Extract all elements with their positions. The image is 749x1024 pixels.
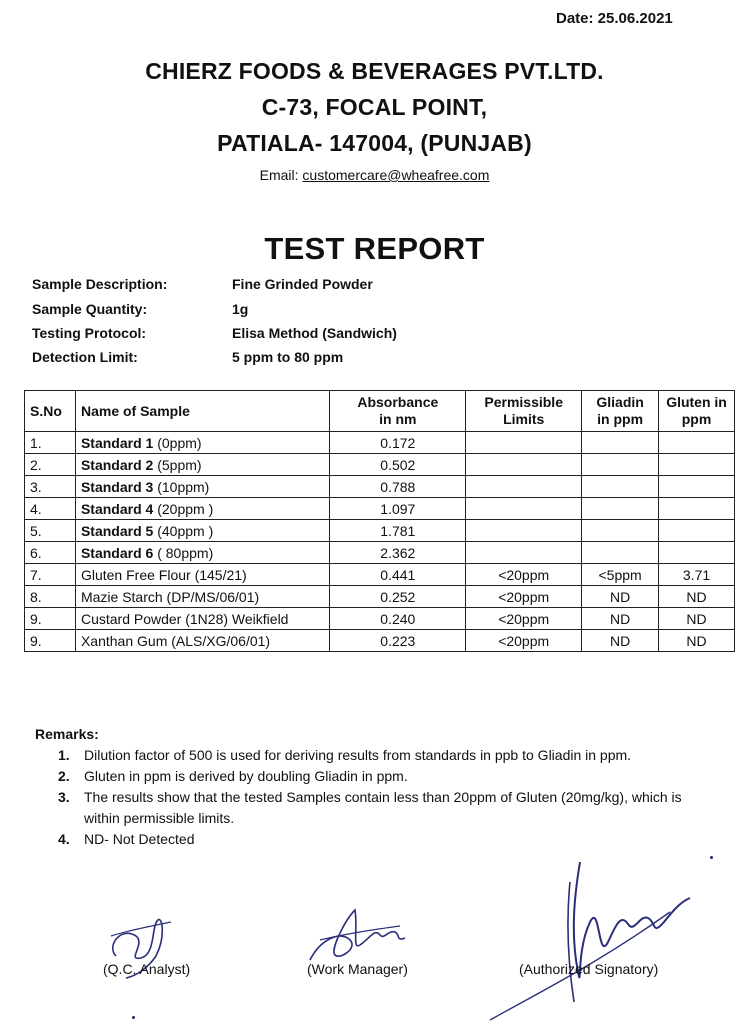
cell-permissible bbox=[466, 476, 582, 498]
cell-name bbox=[75, 432, 329, 454]
header-permissible bbox=[466, 391, 582, 432]
header-gluten-line1: Gluten in bbox=[666, 394, 727, 410]
table-row bbox=[25, 498, 735, 520]
sample-description-value: Fine Grinded Powder bbox=[232, 276, 373, 292]
cell-absorbance: 0.441 bbox=[330, 564, 466, 586]
table-row bbox=[25, 608, 735, 630]
cell-sno: 3. bbox=[25, 476, 76, 498]
remark-item bbox=[58, 745, 718, 766]
header-permissible-line2: Limits bbox=[503, 411, 545, 427]
remark-item bbox=[58, 766, 718, 787]
cell-absorbance: 0.788 bbox=[330, 476, 466, 498]
cell-sno: 7. bbox=[25, 564, 76, 586]
table-row bbox=[25, 454, 735, 476]
table-row bbox=[25, 564, 735, 586]
report-date: Date: 25.06.2021 bbox=[556, 10, 673, 27]
cell-gliadin: ND bbox=[582, 586, 659, 608]
table-row bbox=[25, 476, 735, 498]
header-sno: S.No bbox=[25, 391, 76, 432]
header-absorbance-line2: in nm bbox=[379, 411, 417, 427]
remark-number: 2. bbox=[58, 768, 70, 784]
detection-limit-label: Detection Limit: bbox=[32, 349, 138, 365]
sample-detail: (20ppm ) bbox=[153, 500, 214, 517]
cell-permissible bbox=[466, 542, 582, 564]
header-gliadin-line2: in ppm bbox=[597, 411, 644, 427]
header-gliadin-line1: Gliadin bbox=[596, 394, 644, 410]
header-permissible-line1: Permissible bbox=[484, 394, 563, 410]
authorized-signatory-signature bbox=[480, 852, 710, 1022]
report-title: TEST REPORT bbox=[264, 231, 485, 266]
cell-absorbance: 0.172 bbox=[330, 432, 466, 454]
cell-permissible bbox=[466, 432, 582, 454]
cell-name bbox=[75, 520, 329, 542]
cell-sno: 4. bbox=[25, 498, 76, 520]
cell-permissible bbox=[466, 498, 582, 520]
table-row bbox=[25, 586, 735, 608]
sample-name: Xanthan Gum (ALS/XG/06/01) bbox=[80, 632, 271, 649]
cell-permissible bbox=[466, 520, 582, 542]
cell-gluten bbox=[659, 476, 735, 498]
email-label: Email: bbox=[259, 167, 299, 183]
header-gluten bbox=[659, 391, 735, 432]
remarks-list bbox=[58, 745, 718, 850]
sample-name: Standard 2 bbox=[80, 456, 154, 473]
cell-name bbox=[75, 608, 329, 630]
sample-detail: (40ppm ) bbox=[153, 522, 214, 539]
results-table bbox=[24, 390, 735, 652]
company-name: CHIERZ FOODS & BEVERAGES PVT.LTD. bbox=[145, 58, 604, 84]
header-absorbance-line1: Absorbance bbox=[357, 394, 439, 410]
sample-quantity-label: Sample Quantity: bbox=[32, 301, 148, 317]
cell-permissible bbox=[466, 454, 582, 476]
sample-name: Custard Powder (1N28) Weikfield bbox=[80, 610, 289, 627]
remark-item bbox=[58, 787, 718, 829]
cell-gliadin bbox=[582, 498, 659, 520]
header-absorbance bbox=[330, 391, 466, 432]
remark-item bbox=[58, 829, 718, 850]
remark-number: 3. bbox=[58, 789, 70, 805]
cell-gliadin: ND bbox=[582, 608, 659, 630]
cell-gluten: ND bbox=[659, 586, 735, 608]
table-row bbox=[25, 630, 735, 652]
sample-detail: (10ppm) bbox=[153, 478, 210, 495]
cell-sno: 9. bbox=[25, 608, 76, 630]
cell-gluten: ND bbox=[659, 608, 735, 630]
remark-text: Gluten in ppm is derived by doubling Gliadin in ppm. bbox=[84, 768, 408, 784]
ink-dot bbox=[710, 856, 713, 859]
cell-sno: 8. bbox=[25, 586, 76, 608]
sample-quantity-value: 1g bbox=[232, 301, 249, 317]
cell-name bbox=[75, 630, 329, 652]
remark-text: The results show that the tested Samples contain less than 20ppm of Gluten (20mg/kg), which is within permissible limits. bbox=[84, 789, 682, 826]
cell-name bbox=[75, 586, 329, 608]
header-gluten-line2: ppm bbox=[681, 411, 712, 427]
cell-gliadin bbox=[582, 476, 659, 498]
sample-name: Standard 3 bbox=[80, 478, 154, 495]
cell-gluten bbox=[659, 498, 735, 520]
cell-gluten bbox=[659, 454, 735, 476]
cell-name bbox=[75, 564, 329, 586]
cell-gliadin: ND bbox=[582, 630, 659, 652]
cell-absorbance: 0.252 bbox=[330, 586, 466, 608]
header-gliadin bbox=[582, 391, 659, 432]
company-address-line1: C-73, FOCAL POINT, bbox=[261, 94, 488, 120]
cell-name bbox=[75, 454, 329, 476]
cell-permissible: <20ppm bbox=[466, 608, 582, 630]
cell-absorbance: 1.781 bbox=[330, 520, 466, 542]
qc-analyst-caption: (Q.C. Analyst) bbox=[103, 961, 191, 977]
testing-protocol-label: Testing Protocol: bbox=[32, 325, 147, 341]
sample-description-label: Sample Description: bbox=[32, 276, 168, 292]
table-row bbox=[25, 542, 735, 564]
sample-name: Standard 6 bbox=[80, 544, 154, 561]
cell-gliadin: <5ppm bbox=[582, 564, 659, 586]
cell-absorbance: 0.223 bbox=[330, 630, 466, 652]
company-address-line2: PATIALA- 147004, (PUNJAB) bbox=[217, 130, 532, 156]
cell-gluten: 3.71 bbox=[659, 564, 735, 586]
cell-gliadin bbox=[582, 520, 659, 542]
cell-sno: 5. bbox=[25, 520, 76, 542]
cell-gluten bbox=[659, 542, 735, 564]
sample-name: Standard 5 bbox=[80, 522, 154, 539]
remark-number: 1. bbox=[58, 747, 70, 763]
header-name: Name of Sample bbox=[75, 391, 329, 432]
authorized-signatory-caption: (Authorized Signatory) bbox=[519, 961, 659, 977]
cell-gliadin bbox=[582, 454, 659, 476]
cell-gluten bbox=[659, 432, 735, 454]
sample-name: Standard 4 bbox=[80, 500, 154, 517]
cell-gluten bbox=[659, 520, 735, 542]
detection-limit-value: 5 ppm to 80 ppm bbox=[232, 349, 344, 365]
remarks-title: Remarks: bbox=[35, 726, 99, 742]
cell-permissible: <20ppm bbox=[466, 586, 582, 608]
cell-absorbance: 2.362 bbox=[330, 542, 466, 564]
sample-name: Mazie Starch (DP/MS/06/01) bbox=[80, 588, 260, 605]
remark-number: 4. bbox=[58, 831, 70, 847]
cell-gluten: ND bbox=[659, 630, 735, 652]
cell-absorbance: 0.502 bbox=[330, 454, 466, 476]
testing-protocol-value: Elisa Method (Sandwich) bbox=[232, 325, 397, 341]
cell-sno: 2. bbox=[25, 454, 76, 476]
cell-permissible: <20ppm bbox=[466, 630, 582, 652]
table-row bbox=[25, 520, 735, 542]
cell-sno: 6. bbox=[25, 542, 76, 564]
table-row bbox=[25, 432, 735, 454]
remark-text: Dilution factor of 500 is used for deriving results from standards in ppb to Gliadin in ppm. bbox=[84, 747, 632, 763]
cell-gliadin bbox=[582, 542, 659, 564]
sample-detail: (0ppm) bbox=[153, 434, 202, 451]
cell-sno: 1. bbox=[25, 432, 76, 454]
cell-absorbance: 1.097 bbox=[330, 498, 466, 520]
cell-permissible: <20ppm bbox=[466, 564, 582, 586]
sample-name: Gluten Free Flour (145/21) bbox=[80, 566, 247, 583]
email-row bbox=[0, 167, 749, 183]
work-manager-caption: (Work Manager) bbox=[307, 961, 408, 977]
cell-name bbox=[75, 542, 329, 564]
cell-absorbance: 0.240 bbox=[330, 608, 466, 630]
email-link[interactable]: customercare@wheafree.com bbox=[302, 167, 490, 183]
cell-name bbox=[75, 476, 329, 498]
cell-gliadin bbox=[582, 432, 659, 454]
sample-detail: (5ppm) bbox=[153, 456, 202, 473]
sample-detail: ( 80ppm) bbox=[153, 544, 214, 561]
cell-sno: 9. bbox=[25, 630, 76, 652]
table-header-row bbox=[25, 391, 735, 432]
remark-text: ND- Not Detected bbox=[84, 831, 195, 847]
ink-dot bbox=[132, 1016, 135, 1019]
cell-name bbox=[75, 498, 329, 520]
sample-name: Standard 1 bbox=[80, 434, 154, 451]
